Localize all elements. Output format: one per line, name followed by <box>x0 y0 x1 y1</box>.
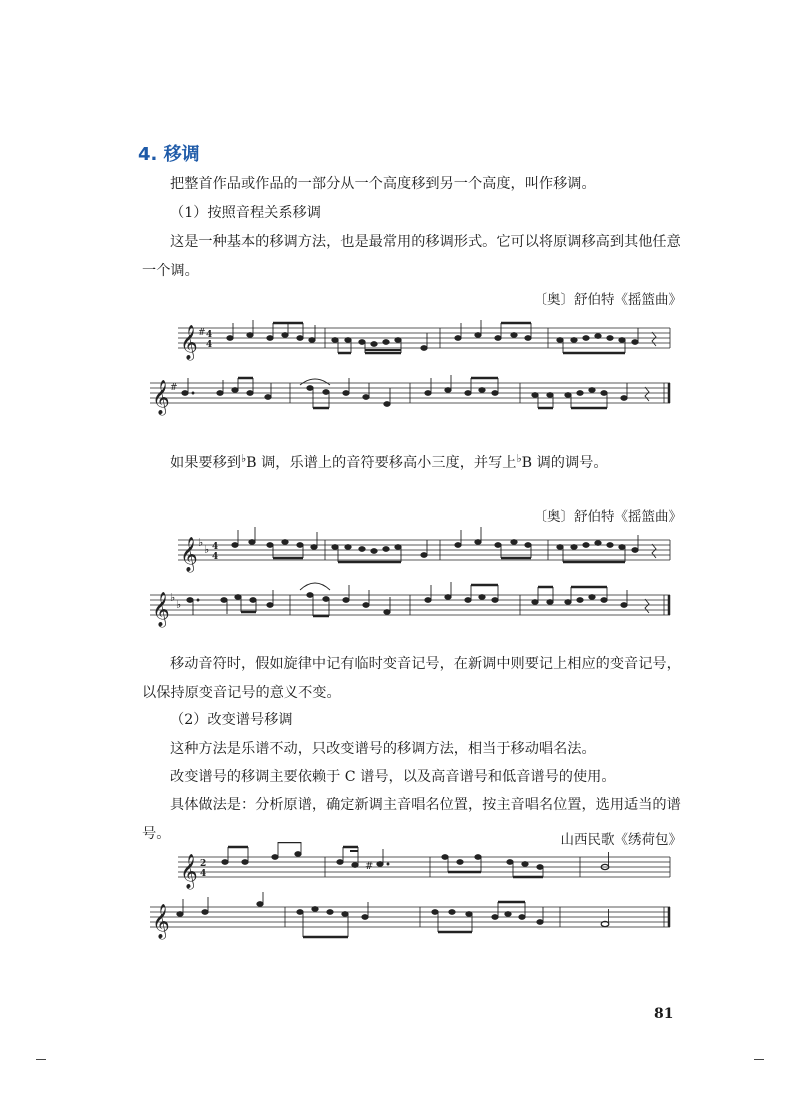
b-flat-text-1: 如果要移到 <box>170 455 241 471</box>
music-staff-original <box>140 308 684 428</box>
svg-text:4: 4 <box>212 552 219 562</box>
paragraph-procedure: 具体做法是：分析原谱，确定新调主音唱名位置，按主音唱名位置，选用适当的谱号。 <box>142 797 681 842</box>
b-flat-text-3: B 调的调号。 <box>521 455 608 471</box>
svg-text:#: # <box>198 328 206 338</box>
flat-sign-2: ♭ <box>516 452 522 465</box>
paragraph-interval-method: 这是一种基本的移调方法，也是最常用的移调形式。它可以将原调移高到其他任意一个调。 <box>142 234 681 279</box>
subheading-interval: （1）按照音程关系移调 <box>170 205 321 221</box>
svg-text:𝄞: 𝄞 <box>180 854 198 889</box>
source-credit-3: 山西民歌《绣荷包》 <box>560 832 682 848</box>
svg-text:𝄞: 𝄞 <box>152 380 170 415</box>
svg-text:2: 2 <box>200 859 207 869</box>
svg-text:♭: ♭ <box>170 591 176 604</box>
svg-text:𝄞: 𝄞 <box>152 904 170 939</box>
svg-text:♭: ♭ <box>176 598 182 611</box>
crop-mark-right <box>754 1059 764 1060</box>
paragraph-clef-method: 这种方法是乐谱不动，只改变谱号的移调方法，相当于移动唱名法。 <box>170 741 596 757</box>
music-staff-transposed <box>140 520 684 640</box>
svg-text:𝄞: 𝄞 <box>152 592 170 627</box>
svg-text:4: 4 <box>206 340 213 350</box>
section-heading: 4. 移调 <box>138 144 200 165</box>
svg-text:𝄞: 𝄞 <box>180 325 198 360</box>
svg-text:4: 4 <box>206 330 213 340</box>
source-credit-1: 〔奥〕舒伯特《摇篮曲》 <box>533 292 682 308</box>
paragraph-b-flat <box>142 449 684 478</box>
music-staff-folk-song <box>140 842 684 952</box>
svg-text:𝄞: 𝄞 <box>180 537 198 572</box>
paragraph-definition: 把整首作品或作品的一部分从一个高度移到另一个高度，叫作移调。 <box>170 176 596 192</box>
b-flat-text-2: B 调，乐谱上的音符要移高小三度，并写上 <box>246 455 517 471</box>
svg-text:♭: ♭ <box>204 543 210 556</box>
svg-text:4: 4 <box>212 542 219 552</box>
svg-text:#: # <box>365 861 374 872</box>
subheading-clef-change: （2）改变谱号移调 <box>170 712 293 728</box>
svg-text:#: # <box>170 383 178 393</box>
svg-text:♭: ♭ <box>198 536 204 549</box>
crop-mark-left <box>36 1059 46 1060</box>
source-credit-2: 〔奥〕舒伯特《摇篮曲》 <box>533 509 682 525</box>
flat-sign-1: ♭ <box>240 452 247 465</box>
svg-text:4: 4 <box>200 869 207 879</box>
page-number: 81 <box>654 1006 674 1022</box>
paragraph-c-clef: 改变谱号的移调主要依赖于 C 谱号，以及高音谱号和低音谱号的使用。 <box>170 769 616 785</box>
paragraph-accidentals: 移动音符时，假如旋律中记有临时变音记号，在新调中则要记上相应的变音记号，以保持原变音记号的意义不变。 <box>142 656 681 701</box>
